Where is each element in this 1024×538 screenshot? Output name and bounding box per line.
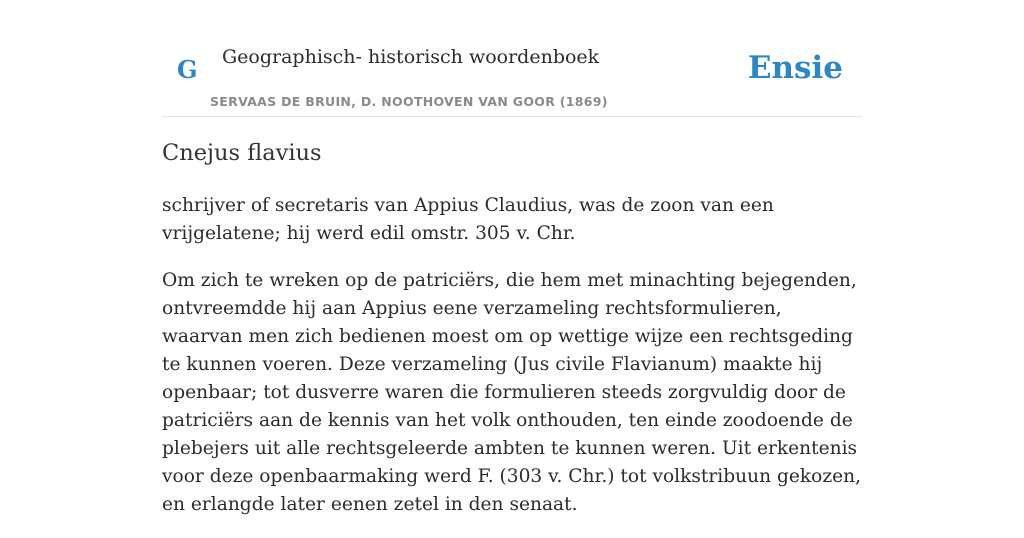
entry-title: Cnejus flavius xyxy=(162,140,322,166)
book-logo-letter[interactable]: G xyxy=(177,55,198,84)
entry-paragraph: schrijver of secretaris van Appius Claudius, was de zoon van een vrijgelatene; hij werd edil omstr. 305 v. Chr. xyxy=(162,195,774,244)
book-title[interactable]: Geographisch- historisch woordenboek xyxy=(222,46,600,68)
ensie-logo[interactable]: Ensie xyxy=(747,50,843,86)
entry-paragraph: Om zich te wreken op de patriciërs, die hem met minachting bejegenden, ontvreemdde hij aan Appius eene verzameling rechtsformulieren, waarvan men zich bedienen moest om op wettige wijze een rechtsgeding te kunnen voeren. Deze verzameling (Jus civile Flavianum) maakte hij openbaar; tot dusverre waren die formulieren steeds zorgvuldig door de patriciërs aan de kennis van het volk onthouden, ten einde zoodoende de plebejers uit alle rechtsgeleerde ambten te kunnen weren. Uit erkentenis voor deze openbaarmaking werd F. (303 v. Chr.) tot volkstribuun gekozen, en erlangde later eenen zetel in den senaat. xyxy=(162,270,862,515)
header xyxy=(162,0,862,117)
entry-body xyxy=(162,192,867,538)
book-authors: SERVAAS DE BRUIN, D. NOOTHOVEN VAN GOOR (1869) xyxy=(210,94,608,109)
